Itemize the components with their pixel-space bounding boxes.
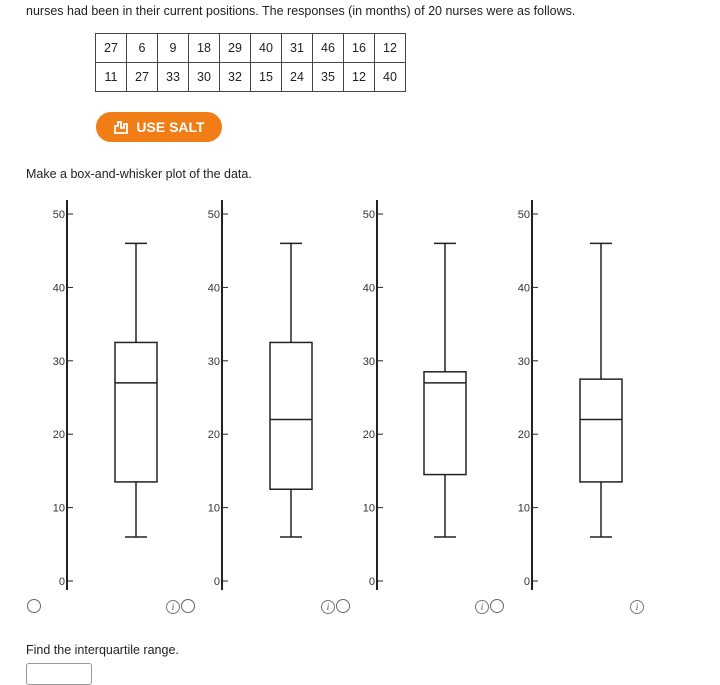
table-row (96, 63, 406, 92)
y-tick-label: 10 (362, 502, 375, 515)
table-cell: 33 (158, 63, 189, 92)
option-radio-4[interactable] (490, 599, 504, 613)
option-radio-3[interactable] (336, 599, 350, 613)
use-salt-label: USE SALT (136, 119, 205, 135)
table-cell: 31 (282, 34, 313, 63)
y-tick-label: 50 (52, 209, 65, 221)
y-tick-label: 30 (52, 355, 65, 368)
table-cell: 30 (189, 63, 220, 92)
y-tick-label: 10 (517, 502, 530, 515)
y-tick-label: 0 (213, 576, 220, 588)
table-cell: 12 (375, 34, 406, 63)
iqr-box (115, 342, 157, 481)
y-tick-label: 40 (52, 282, 65, 295)
table-cell: 6 (127, 34, 158, 63)
iqr-box (580, 379, 622, 482)
table-cell: 15 (251, 63, 282, 92)
y-tick-label: 50 (207, 209, 220, 221)
table-row (96, 34, 406, 63)
table-cell: 12 (344, 63, 375, 92)
option-radio-1[interactable] (27, 599, 41, 613)
table-cell: 46 (313, 34, 344, 63)
table-cell: 11 (96, 63, 127, 92)
table-cell: 32 (220, 63, 251, 92)
y-tick-label: 30 (207, 355, 220, 368)
y-tick-label: 30 (517, 355, 530, 368)
option-radio-2[interactable] (181, 599, 195, 613)
problem-intro-text: nurses had been in their current positions. The responses (in months) of 20 nurses were as follows. (26, 4, 576, 18)
y-tick-label: 20 (362, 429, 375, 442)
salt-chart-icon (113, 120, 129, 134)
y-tick-label: 40 (517, 282, 530, 295)
table-cell: 27 (127, 63, 158, 92)
y-tick-label: 40 (207, 282, 220, 295)
y-tick-label: 50 (517, 209, 530, 221)
table-cell: 27 (96, 34, 127, 63)
y-tick-label: 0 (58, 576, 65, 588)
option-info-icon-2[interactable]: i (321, 600, 335, 614)
table-cell: 40 (251, 34, 282, 63)
y-tick-label: 0 (368, 576, 375, 588)
y-tick-label: 30 (362, 355, 375, 368)
table-cell: 24 (282, 63, 313, 92)
y-tick-label: 40 (362, 282, 375, 295)
table-cell: 29 (220, 34, 251, 63)
option-info-icon-1[interactable]: i (166, 600, 180, 614)
y-tick-label: 10 (207, 502, 220, 515)
table-cell: 40 (375, 63, 406, 92)
y-tick-label: 20 (52, 429, 65, 442)
question-prompt: Make a box-and-whisker plot of the data. (26, 167, 252, 181)
option-info-icon-4[interactable]: i (630, 600, 644, 614)
y-tick-label: 10 (52, 502, 65, 515)
y-tick-label: 20 (207, 429, 220, 442)
y-tick-label: 20 (517, 429, 530, 442)
option-info-icon-3[interactable]: i (475, 600, 489, 614)
y-tick-label: 0 (523, 576, 530, 588)
iqr-box (424, 372, 466, 475)
use-salt-button[interactable] (96, 112, 222, 142)
table-cell: 18 (189, 34, 220, 63)
data-table (95, 33, 406, 92)
y-tick-label: 50 (362, 209, 375, 221)
box-plot-options (0, 195, 720, 595)
iqr-answer-input[interactable] (26, 663, 92, 685)
table-cell: 9 (158, 34, 189, 63)
iqr-prompt: Find the interquartile range. (26, 643, 179, 657)
table-cell: 35 (313, 63, 344, 92)
iqr-box (270, 342, 312, 489)
table-cell: 16 (344, 34, 375, 63)
